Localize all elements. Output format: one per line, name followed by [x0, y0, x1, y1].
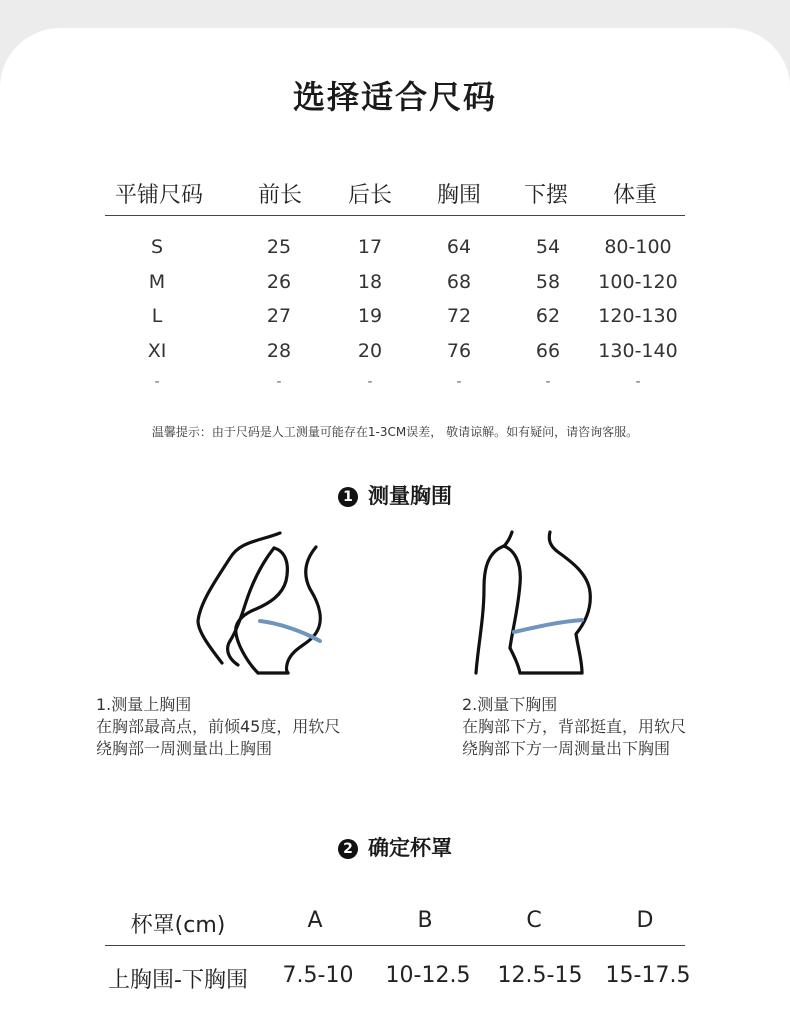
step-number-badge: 1	[338, 487, 358, 507]
size-table-cell: 26	[266, 271, 292, 293]
size-table-cell: L	[151, 305, 163, 327]
step-number-badge: 2	[338, 839, 358, 859]
size-table-cell: -	[545, 374, 551, 390]
size-table-cell: 68	[446, 271, 472, 293]
size-table-cell: 27	[266, 305, 292, 327]
size-table-cell: 58	[535, 271, 561, 293]
size-table-cell: 76	[446, 340, 472, 362]
cup-table	[0, 28, 790, 1028]
upper-bust-caption-line: 在胸部最高点，前倾45度，用软尺	[96, 717, 341, 736]
cup-table-cell: 上胸围-下胸围	[108, 968, 248, 993]
size-table-cell: 72	[446, 305, 472, 327]
size-table-cell: -	[635, 374, 641, 390]
size-table-cell: 54	[535, 236, 561, 258]
size-table-cell: 17	[357, 236, 383, 258]
size-table-cell: 66	[535, 340, 561, 362]
size-table-cell: 62	[535, 305, 561, 327]
upper-bust-caption-title: 1.测量上胸围	[96, 695, 192, 714]
cup-table-header: A	[307, 908, 323, 933]
size-table-cell: 120-130	[598, 305, 678, 327]
page-title: 选择适合尺码	[292, 78, 497, 116]
size-table-cell: -	[154, 374, 160, 390]
cup-table-header: 杯罩(cm)	[130, 913, 226, 938]
size-table-cell: 20	[357, 340, 383, 362]
size-table-cell: 19	[357, 305, 383, 327]
sizing-tip: 温馨提示：由于尺码是人工测量可能存在1-3CM误差， 敬请谅解。如有疑问，请咨询客服。	[151, 425, 639, 439]
size-table-cell: 18	[357, 271, 383, 293]
under-bust-caption-line: 绕胸部下方一周测量出下胸围	[462, 739, 671, 758]
size-table-header: 下摆	[523, 183, 569, 208]
under-bust-caption-title: 2.测量下胸围	[462, 695, 558, 714]
cup-table-cell: 10-12.5	[385, 963, 471, 988]
size-table-header: 胸围	[436, 183, 482, 208]
size-table-cell: 80-100	[604, 236, 672, 258]
size-table-header: 前长	[257, 183, 303, 208]
cup-table-header: C	[526, 908, 542, 933]
size-table-cell: -	[276, 374, 282, 390]
cup-table-header: D	[636, 908, 654, 933]
section-heading-text: 测量胸围	[368, 484, 452, 508]
size-table-cell: S	[150, 236, 164, 258]
size-table-cell: -	[367, 374, 373, 390]
cup-table-cell: 7.5-10	[282, 963, 354, 988]
size-table-header: 后长	[347, 183, 393, 208]
cup-table-header: B	[417, 908, 433, 933]
size-table-header: 平铺尺码	[114, 183, 204, 208]
section-heading-text: 确定杯罩	[368, 836, 452, 860]
size-table-cell: M	[148, 271, 166, 293]
size-table-cell: 25	[266, 236, 292, 258]
size-table-cell: 130-140	[598, 340, 678, 362]
under-bust-caption-line: 在胸部下方，背部挺直，用软尺	[462, 717, 687, 736]
size-table-cell: -	[456, 374, 462, 390]
size-table-cell: XI	[147, 340, 167, 362]
size-table-cell: 28	[266, 340, 292, 362]
cup-table-cell: 15-17.5	[605, 963, 691, 988]
upper-bust-caption-line: 绕胸部一周测量出上胸围	[96, 739, 273, 758]
cup-table-divider	[105, 945, 685, 946]
size-table-cell: 100-120	[598, 271, 678, 293]
size-guide-card	[0, 28, 790, 1028]
size-table-header: 体重	[612, 183, 658, 208]
size-table-cell: 64	[446, 236, 472, 258]
cup-table-cell: 12.5-15	[497, 963, 583, 988]
